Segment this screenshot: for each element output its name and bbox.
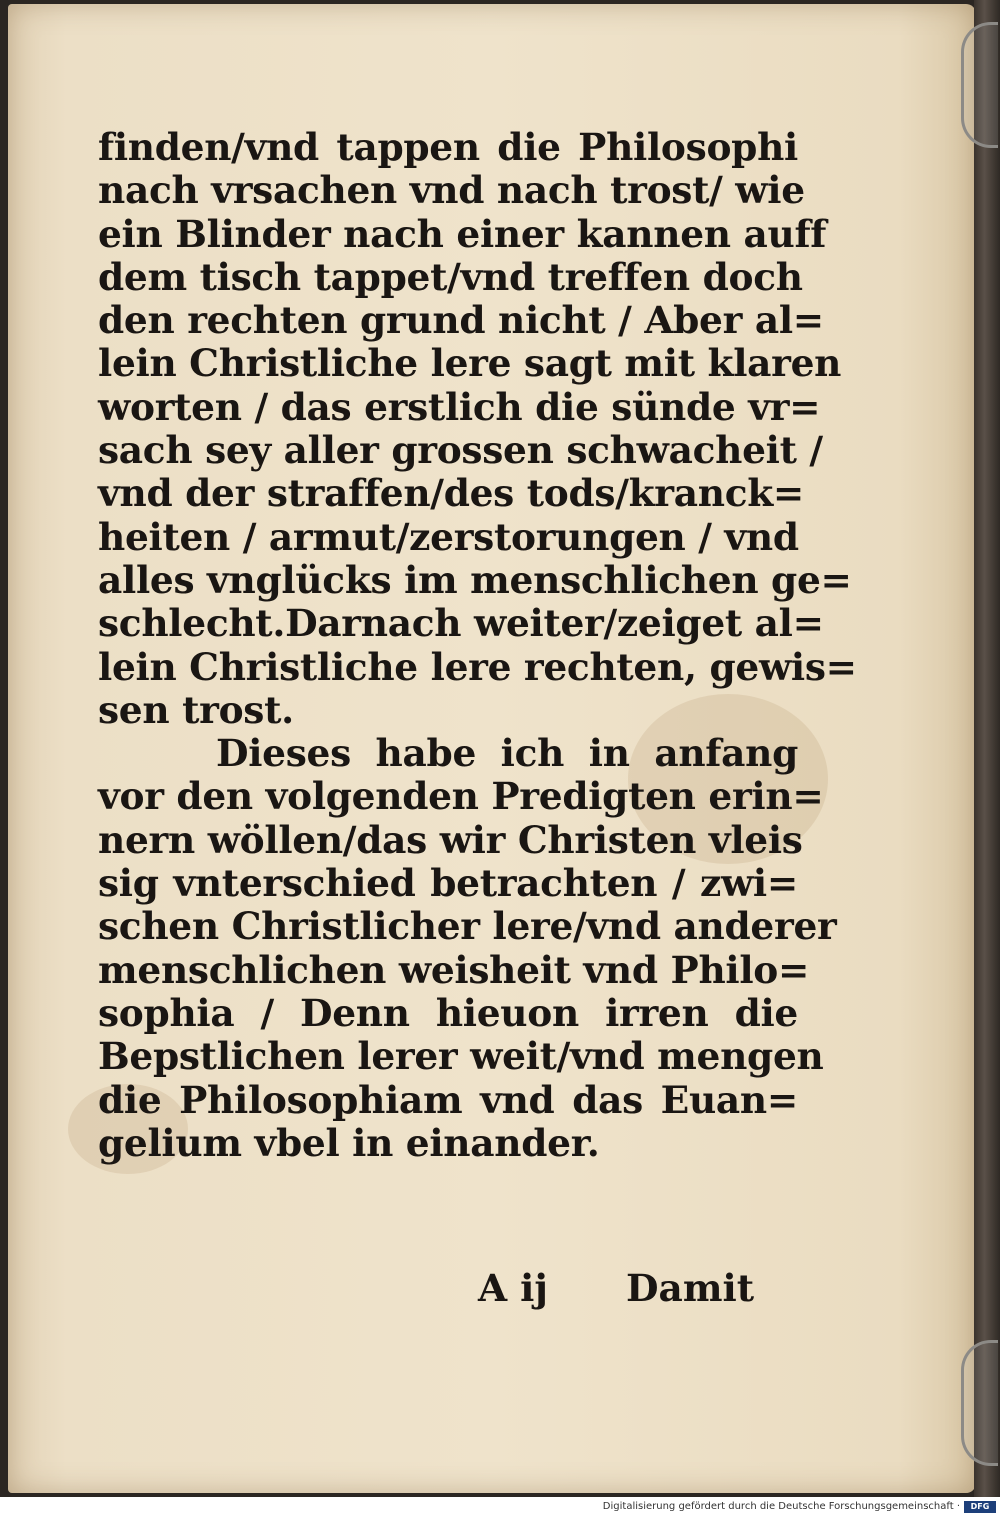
book-edge [974,0,1000,1497]
text-line: lein Christliche lere sagt mit klaren [98,341,842,386]
text-line: schen Christlicher lere/vnd anderer [98,904,837,949]
text-line: nach vrsachen vnd nach trost/ wie [98,168,805,213]
text-line: heiten / armut/zerstorungen / vnd [98,514,799,559]
text-line: lein Christliche lere rechten, gewis= [98,644,857,689]
signature-mark: A ij [478,1266,548,1310]
catchword: Damit [626,1266,755,1310]
paragraph-start-line: Dieses habe ich in anfang [216,731,798,776]
text-line: ein Blinder nach einer kannen auff [98,211,827,256]
text-line: die Philosophiam vnd das Euan= [98,1077,798,1122]
funding-credit: Digitalisierung gefördert durch die Deutsche Forschungsgemeinschaft · [602,1501,960,1512]
text-line: sach sey aller grossen schwacheit / [98,428,823,473]
page-clip-top [961,22,998,148]
text-line: den rechten grund nicht / Aber al= [98,298,824,343]
text-line: menschlichen weisheit vnd Philo= [98,947,810,992]
text-block [98,125,857,1165]
text-line: sen trost. [98,687,294,732]
text-line: Bepstlichen lerer weit/vnd mengen [98,1034,824,1079]
text-line: sophia / Denn hieuon irren die [98,990,798,1035]
dfg-logo: DFG [964,1501,996,1513]
text-line: schlecht.Darnach weiter/zeiget al= [98,601,824,646]
text-line: dem tisch tappet/vnd treffen doch [98,254,803,299]
text-line: alles vnglücks im menschlichen ge= [98,557,852,602]
paper-page [8,4,976,1493]
text-line: gelium vbel in einander. [98,1120,600,1165]
text-line: sig vnterschied betrachten / zwi= [98,861,798,906]
text-line: worten / das erstlich die sünde vr= [98,384,821,429]
footer-bar [0,1497,1000,1517]
text-line: nern wöllen/das wir Christen vleis [98,817,803,862]
page-clip-bottom [961,1340,998,1466]
text-line: finden/vnd tappen die Philosophi [98,125,798,169]
text-line: vor den volgenden Predigten erin= [98,774,824,819]
text-line: vnd der straffen/des tods/kranck= [98,471,805,516]
